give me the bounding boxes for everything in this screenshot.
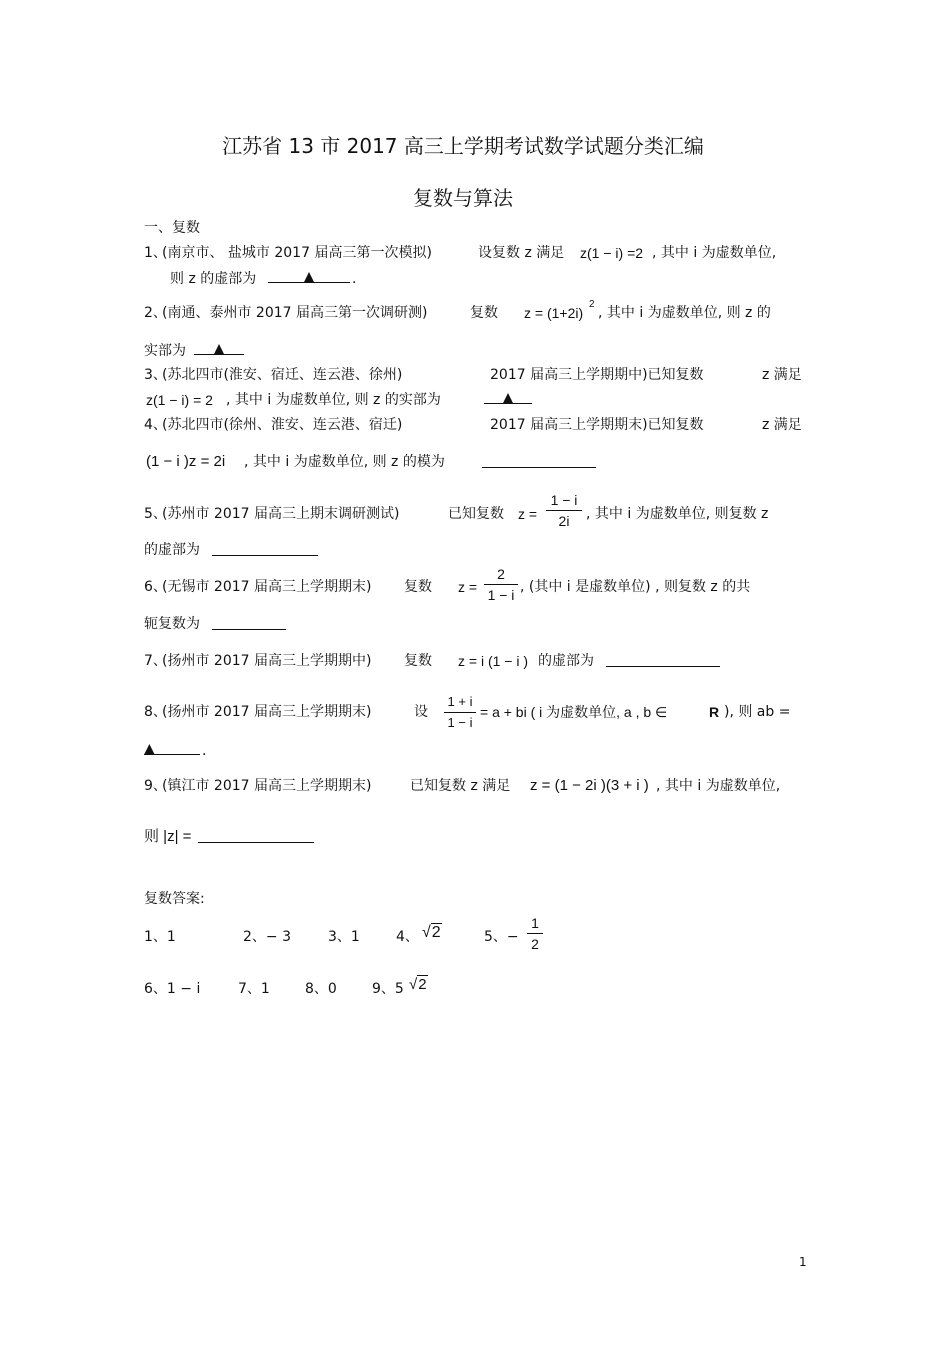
q3-text-b: z 满足 [762,367,802,383]
q6-fraction [484,566,518,603]
q6-number: 6、 [144,579,167,595]
q4-formula: (1 − i )z = 2i [146,453,226,470]
q4-answer-blank[interactable] [482,453,596,473]
q6-text-a: 复数 [404,579,432,595]
q8-text-b: = a + bi ( i 为虚数单位, a , b ∈ [480,704,668,720]
answer-4-label: 4、 [396,929,419,945]
answer-4-sqrt [422,924,442,942]
q6-denominator: 1 − i [487,587,515,603]
q2-superscript: 2 [589,299,595,310]
page-number: 1 [799,1255,807,1269]
answer-9-radicand: 2 [418,976,427,993]
q1-end: . [352,271,357,287]
q7-text-a: 复数 [404,653,432,669]
q1-text-b: , 其中 i 为虚数单位, [652,245,777,261]
q4-text-b: z 满足 [762,417,802,433]
q7-answer-blank[interactable] [606,652,720,672]
q1-line2: 则 z 的虚部为 [170,271,257,287]
q5-denominator: 2i [558,513,570,529]
q3-text-a: 2017 届高三上学期期中)已知复数 [490,367,704,383]
q1-number: 1、 [144,245,167,261]
q6-numerator: 2 [497,566,505,582]
q5-source: (苏州市 2017 届高三上期末调研测试) [162,506,400,522]
answer-5-numerator: 1 [531,915,539,931]
q9-source: (镇江市 2017 届高三上学期期末) [162,778,372,794]
q5-fraction [546,492,582,529]
q2-answer-blank[interactable] [194,340,244,358]
q3-text-c: , 其中 i 为虚数单位, 则 z 的实部为 [226,392,441,408]
answer-4-radicand: 2 [431,924,441,941]
answer-6: 6、1 − i [144,981,201,997]
q8-numerator: 1 + i [447,694,473,709]
q7-formula: z = i (1 − i ) [458,653,529,669]
q5-text-b: , 其中 i 为虚数单位, 则复数 z [586,506,769,522]
answer-5-label: 5、− [484,929,519,945]
q9-formula: z = (1 − 2i )(3 + i ) [530,777,649,794]
answer-5-denominator: 2 [531,936,539,952]
q2-line2: 实部为 [144,343,186,359]
document-subtitle: 复数与算法 [413,186,513,210]
answer-1: 1、1 [144,929,176,945]
q4-source: (苏北四市(徐州、淮安、连云港、宿迁) [162,417,403,433]
q2-text-b: , 其中 i 为虚数单位, 则 z 的 [598,305,771,321]
q2-number: 2、 [144,305,167,321]
q8-answer-blank[interactable] [144,740,200,758]
sqrt-icon: √ [409,976,418,993]
q8-real-set: R [709,704,720,720]
q3-source: (苏北四市(淮安、宿迁、连云港、徐州) [162,367,403,383]
triangle-marker-icon: ▲ [144,741,155,757]
q7-source: (扬州市 2017 届高三上学期期中) [162,653,372,669]
q5-numerator: 1 − i [550,492,578,508]
q6-text-b: , (其中 i 是虚数单位) , 则复数 z 的共 [520,579,751,595]
answers-heading: 复数答案: [144,891,205,907]
q9-number: 9、 [144,778,167,794]
q6-lhs: z = [458,579,478,595]
answer-9-label: 9、5 [372,981,404,997]
q5-number: 5、 [144,506,167,522]
q6-source: (无锡市 2017 届高三上学期期末) [162,579,372,595]
q4-text-a: 2017 届高三上学期期末)已知复数 [490,417,704,433]
q6-line2: 轭复数为 [144,616,200,632]
q1-answer-blank[interactable] [268,268,350,286]
q2-text-a: 复数 [470,305,498,321]
q3-number: 3、 [144,367,167,383]
q1-source: (南京市、 盐城市 2017 届高三第一次模拟) [162,245,432,261]
q4-number: 4、 [144,417,167,433]
triangle-marker-icon: ▲ [303,269,315,285]
q5-lhs: z = [518,506,538,522]
q8-source: (扬州市 2017 届高三上学期期末) [162,704,372,720]
q5-answer-blank[interactable] [212,541,318,561]
answer-9-sqrt [409,976,428,993]
q8-number: 8、 [144,704,167,720]
q6-answer-blank[interactable] [212,615,286,635]
q1-formula: z(1 − i) =2 [580,245,644,261]
q9-answer-blank[interactable] [198,828,314,848]
q3-formula: z(1 − i) = 2 [146,392,213,408]
q8-end: . [202,743,207,759]
answer-2: 2、− 3 [243,929,291,945]
answer-8: 8、0 [305,981,337,997]
section-heading: 一、复数 [144,220,200,236]
q8-fraction [444,694,476,731]
q1-text-a: 设复数 z 满足 [478,245,565,261]
q2-source: (南通、泰州市 2017 届高三第一次调研测) [162,305,428,321]
triangle-marker-icon: ▲ [213,341,225,357]
q9-text-b: , 其中 i 为虚数单位, [656,778,781,794]
q9-text-a: 已知复数 z 满足 [410,778,511,794]
q5-line2: 的虚部为 [144,542,200,558]
q7-number: 7、 [144,653,167,669]
q4-text-c: , 其中 i 为虚数单位, 则 z 的模为 [244,454,445,470]
answer-3: 3、1 [328,929,360,945]
q7-text-b: 的虚部为 [538,653,594,669]
answer-5-fraction [527,915,543,952]
q9-line2: 则 |z| = [144,828,192,845]
q8-text-a: 设 [414,704,428,720]
document-title: 江苏省 13 市 2017 高三上学期考试数学试题分类汇编 [222,134,704,158]
triangle-marker-icon: ▲ [502,390,514,406]
q2-formula: z = (1+2i) [524,305,584,321]
q3-answer-blank[interactable] [484,389,532,407]
answer-7: 7、1 [238,981,270,997]
q5-text-a: 已知复数 [448,506,504,522]
sqrt-icon: √ [422,924,431,941]
q8-denominator: 1 − i [447,715,473,730]
q8-text-c: ), 则 ab = [724,704,791,720]
